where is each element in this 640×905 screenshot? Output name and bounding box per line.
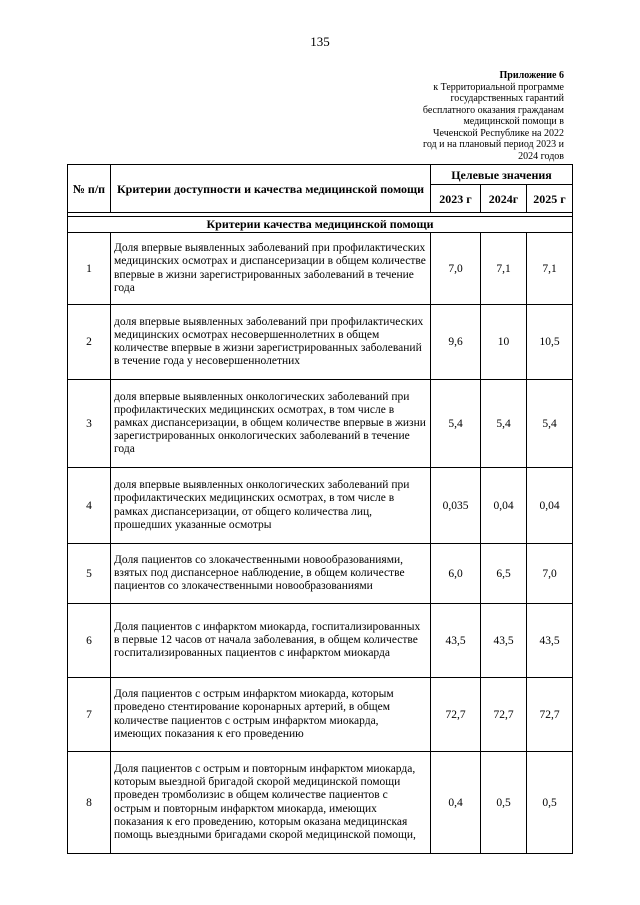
row-value-2025: 7,1 [527, 233, 573, 305]
row-value-2025: 0,5 [527, 752, 573, 854]
row-criterion: доля впервые выявленных заболеваний при профилактических медицинских осмотрах несовершеннолетних в общем количестве впервые в жизни зарегистрированных заболеваний в течение года у несовершеннолетних [111, 305, 431, 380]
page-number: 135 [310, 34, 330, 49]
row-value-2024: 43,5 [481, 604, 527, 678]
table-row [68, 468, 573, 544]
header-target-values: Целевые значения [431, 165, 573, 185]
row-value-2023: 0,4 [431, 752, 481, 854]
header-criteria: Критерии доступности и качества медицинской помощи [111, 165, 431, 213]
appendix-line: бесплатного оказания гражданам [422, 104, 564, 116]
appendix-line: Чеченской Республике на 2022 [433, 127, 564, 139]
section-row [68, 217, 573, 233]
row-criterion: Доля пациентов со злокачественными новообразованиями, взятых под диспансерное наблюдение, в общем количестве пациентов со злокачественными новообразованиями [111, 544, 431, 604]
table-row [68, 752, 573, 854]
row-number: 7 [68, 678, 111, 752]
row-number: 5 [68, 544, 111, 604]
row-value-2024: 7,1 [481, 233, 527, 305]
row-criterion: доля впервые выявленных онкологических заболеваний при профилактических медицинских осмотрах, в том числе в рамках диспансеризации, в общем количестве впервые в жизни зарегистрированных онкологических заболеваний в течение года [111, 380, 431, 468]
row-value-2023: 9,6 [431, 305, 481, 380]
row-value-2025: 5,4 [527, 380, 573, 468]
row-value-2024: 0,04 [481, 468, 527, 544]
row-value-2024: 6,5 [481, 544, 527, 604]
header-number: № п/п [68, 165, 111, 213]
row-number: 6 [68, 604, 111, 678]
row-value-2025: 7,0 [527, 544, 573, 604]
appendix-line: к Территориальной программе [433, 81, 564, 93]
row-number: 8 [68, 752, 111, 854]
row-value-2024: 10 [481, 305, 527, 380]
row-criterion: Доля впервые выявленных заболеваний при профилактических медицинских осмотрах и диспансеризации в общем количестве впервые в жизни зарегистрированных заболеваний в течение года [111, 233, 431, 305]
appendix-line: год и на плановый период 2023 и [422, 139, 564, 150]
row-value-2025: 43,5 [527, 604, 573, 678]
table-row [68, 678, 573, 752]
row-criterion: Доля пациентов с инфарктом миокарда, госпитализированных в первые 12 часов от начала заболевания, в общем количестве госпитализированных пациентов с инфарктом миокарда [111, 604, 431, 678]
table-row [68, 233, 573, 305]
table-row [68, 380, 573, 468]
row-value-2025: 10,5 [527, 305, 573, 380]
row-value-2023: 7,0 [431, 233, 481, 305]
row-value-2023: 72,7 [431, 678, 481, 752]
row-value-2024: 72,7 [481, 678, 527, 752]
row-number: 3 [68, 380, 111, 468]
appendix-caption [384, 70, 564, 162]
appendix-title: Приложение 6 [499, 70, 564, 81]
row-criterion: доля впервые выявленных онкологических заболеваний при профилактических медицинских осмотрах, в том числе в рамках диспансеризации, от общего количества лиц, прошедших указанные осмотры [111, 468, 431, 544]
criteria-table [67, 164, 573, 854]
row-number: 1 [68, 233, 111, 305]
table-row [68, 544, 573, 604]
row-value-2025: 0,04 [527, 468, 573, 544]
section-title: Критерии качества медицинской помощи [68, 217, 573, 233]
row-criterion: Доля пациентов с острым и повторным инфарктом миокарда, которым выездной бригадой скорой медицинской помощи проведен тромболизис в общем количестве пациентов с острым и повторным инфарктом миокарда, имеющих показания к его проведению, которым оказана медицинская помощь выездными бригадами скорой медицинской помощи, [111, 752, 431, 854]
row-value-2023: 43,5 [431, 604, 481, 678]
row-value-2023: 6,0 [431, 544, 481, 604]
row-value-2024: 5,4 [481, 380, 527, 468]
row-number: 4 [68, 468, 111, 544]
row-value-2023: 5,4 [431, 380, 481, 468]
header-year: 2024г [481, 185, 527, 213]
row-number: 2 [68, 305, 111, 380]
appendix-line: медицинской помощи в [463, 116, 564, 127]
row-value-2023: 0,035 [431, 468, 481, 544]
header-year: 2025 г [527, 185, 573, 213]
table-row [68, 604, 573, 678]
row-criterion: Доля пациентов с острым инфарктом миокарда, которым проведено стентирование коронарных артерий, в общем количестве пациентов с острым инфарктом миокарда, имеющих показания к его проведению [111, 678, 431, 752]
appendix-line: 2024 годов [518, 150, 564, 162]
row-value-2024: 0,5 [481, 752, 527, 854]
header-year: 2023 г [431, 185, 481, 213]
table-row [68, 305, 573, 380]
appendix-line: государственных гарантий [450, 93, 564, 104]
row-value-2025: 72,7 [527, 678, 573, 752]
